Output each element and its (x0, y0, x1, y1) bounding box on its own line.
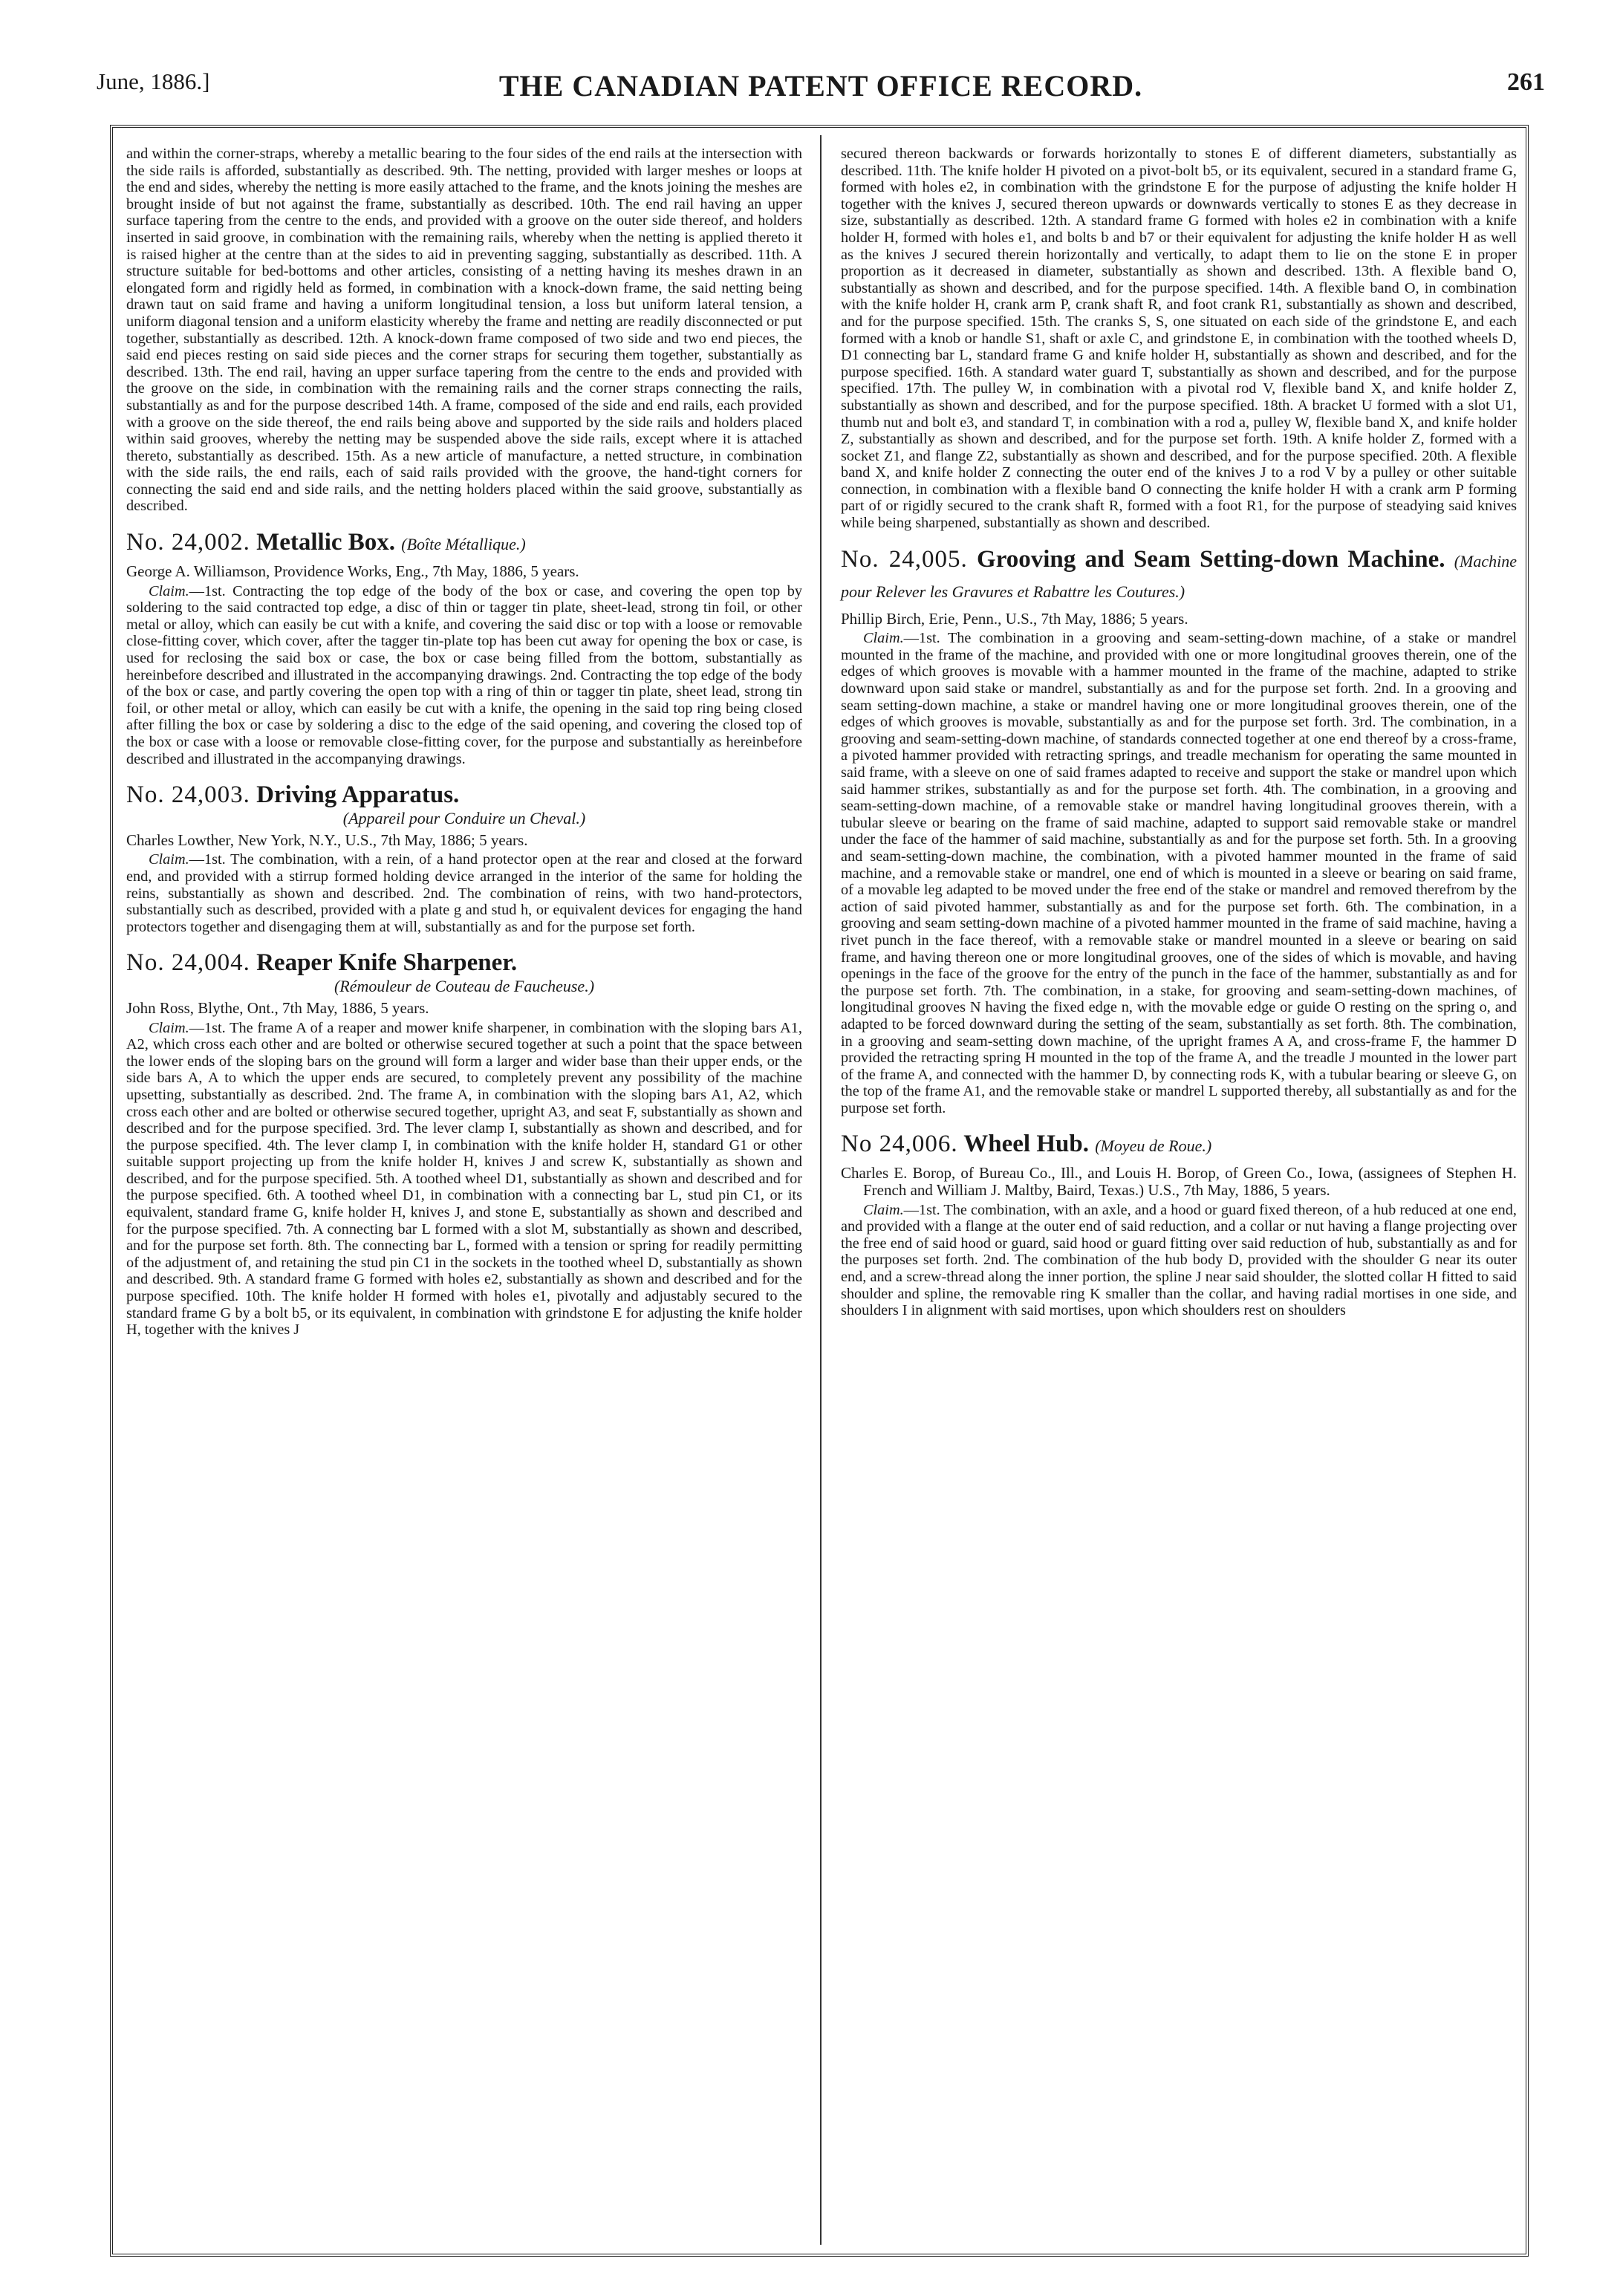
claim-body: —1st. The combination in a grooving and seam-setting-down machine, of a stake or mandrel mounted in the frame of the machine, and provided with one or more longitudinal grooves therein, one of the edges of which grooves is movable with a hammer mounted in the frame of the machine, adapted to strike downward upon said stake or mandrel, substantially as and for the purpose set forth. 2nd. In a grooving and seam setting-down machine, a stake or mandrel having one or more longitudinal grooves therein, one of the edges of which grooves is movable, substantially as and for the purpose set forth. 3rd. The combination, in a grooving and seam-setting-down machine, of standards connected together at one end thereof by a cross-frame, a pivoted hammer provided with retracting springs, and treadle mechanism for operating the same mounted in said frame, with a sleeve on one of said frames adapted to receive and support the stake or mandrel upon which said hammer strikes, substantially as and for the purpose set forth. 4th. The combination, in a grooving and seam-setting-down machine, of a removable stake or mandrel having longitudinal grooves therein, with a tubular sleeve or bearing on the frame of said machine, adapted to support said removable stake or mandrel under the face of the hammer of said machine, substantially as and for the purpose set forth. 5th. In a grooving and seam-setting-down machine, the combination, with a pivoted hammer mounted in the frame of said machine, and a removable stake or mandrel, one end of which is mounted in a sleeve or bearing on said frame, of a movable leg adapted to be moved under the free end of the stake or mandrel and removed therefrom by the action of said pivoted hammer, substantially as and for the purpose set forth. 6th. The combination, in a grooving and seam setting-down machine of a pivoted hammer mounted in the frame of said machine, having a rivet punch in the face thereof, with a removable stake or mandrel mounted in a sleeve or bearing on said frame, and having thereon one or more longitudinal grooves, one of the sides of which is movable, and having openings in the face of the groove for the entry of the punch in the face of the hammer, substantially as and for the purpose set forth. 7th. The combination, in a stake, for grooving and seam-setting-down machines, of longitudinal grooves N having the fixed edge n, with the movable edge or guide O resting on the spring o, and adapted to be forced downward during the setting of the seam, substantially as set forth. 8th. The combination, in a grooving and seam-setting down machine, of the upright frames A A, and cross-frame F, the hammer D provided the retracting spring H mounted in the top of the frame A, and the treadle J mounted in the lower part of the frame A, and connected with the hammer D, by connecting rods K, with a tubular bearing or sleeve G, on the top of the frame A1, and the removable stake or mandrel L supported thereby, all substantially as and for the purpose set forth. (841, 630, 1517, 1116)
claim-label: Claim. (149, 1019, 189, 1036)
entry-heading (841, 545, 1517, 606)
claim-label: Claim. (863, 1201, 904, 1218)
entry-heading (126, 949, 802, 977)
column-divider (820, 135, 822, 2245)
page-frame (110, 125, 1529, 2257)
claim-label: Claim. (149, 851, 189, 868)
entry-heading (841, 1130, 1517, 1160)
patent-title: Reaper Knife Sharpener. (256, 949, 518, 977)
continued-claims: secured thereon backwards or forwards horizontally to stones E of different diameters, substantially as described. 11th. The knife holder H pivoted on a pivot-bolt b5, or its equivalent, secured in a standard frame G, formed with holes e2, in combination with the grindstone E for the purpose of adjusting the knife holder H together with the knives J, secured thereon upwards or downwards vertically to stones E as they decrease in size, substantially as described. 12th. A standard frame G formed with holes e2 in combination with a knife holder H, formed with holes e1, and bolts b and b7 or their equivalent for adjusting the knife holder H as well as the knives J secured therein horizontally and vertically, to adapt them to lie on the stone E in proper proportion as it decreased in diameter, substantially as shown and described. 13th. A flexible band O, substantially as shown and described, and for the purpose specified. 14th. A flexible band O, in combination with the knife holder H, crank arm P, crank shaft R, and foot crank R1, substantially as shown and described, and for the purpose specified. 15th. The cranks S, S, one situated on each side of the grindstone E, and each formed with a knob or handle S1, shaft or axle C, and grindstone E, in combination with the toothed wheels D, D1 connecting bar L, standard frame G and knife holder H, substantially as shown and described, and for the purpose specified. 16th. A standard water guard T, substantially as shown and described, and for the purpose specified. 17th. The pulley W, in combination with a pivotal rod V, flexible band X, and knife holder Z, substantially as shown and described, and for the purpose specified. 18th. A bracket U formed with a slot U1, thumb nut and bolt e3, and standard T, in combination with a rod a, pulley W, flexible band X, and knife holder Z, substantially as shown and described, and for the purpose set forth. 19th. A knife holder Z, formed with a socket Z1, and flange Z2, substantially as shown and described, and for the purpose specified. 20th. A flexible band X, and knife holder Z connecting the outer end of the knives J to a rod V by a pulley or other suitable connection, in combination with a flexible band O connecting the knife holder H with a crank arm P forming part of or rigidly secured to the crank shaft R, formed with a foot R1, for the purpose of steadying said knives while being sharpened, substantially as shown and described. (841, 146, 1517, 532)
patent-entry-24002 (126, 528, 802, 767)
journal-title: THE CANADIAN PATENT OFFICE RECORD. (498, 69, 1143, 103)
patent-entry-24005 (841, 545, 1517, 1117)
claim-body: —1st. Contracting the top edge of the body of the box or case, and covering the open top by soldering to the said contracted top edge, a disc of thin or tagger tin plate, sheet-lead, strong tin foil, or other metal or alloy, which can easily be cut with a knife, and covering the said disc or top with a loose or removable close-fitting cover, which cover, after the tagger tin-plate top has been cut away for opening the box or case, is used for reclosing the said box or case, the box or case being filled from the bottom, substantially as hereinbefore described and illustrated in the accompanying drawings. 2nd. Contracting the top edge of the body of the box or case, and partly covering the open top with a ring of thin or tagger tin plate, sheet lead, strong tin foil, or other metal or alloy, which can easily be cut with a knife, the opening in the said top ring being closed after filling the box or case by soldering a disc to the edge of the said opening, and covering the closed top of the box or case with a loose or removable close-fitting cover, for the purpose and substantially as hereinbefore described and illustrated in the accompanying drawings. (126, 582, 802, 767)
patent-number: No. 24,005. (841, 545, 968, 573)
claim-text (126, 851, 802, 935)
patent-title: Grooving and Seam Setting-down Machine. (977, 545, 1445, 573)
claim-body: —1st. The combination, with an axle, and a hood or guard fixed thereon, of a hub reduced at one end, and provided with a flange at the outer end of said reduction, and a collar or nut having a flange projecting over the free end of said hood or guard, said hood or guard fitting over said reduction of hub, substantially as and for the purposes set forth. 2nd. The combination of the hub body D, provided with the shoulder G near its outer end, and a screw-thread along the inner portion, the spline J near said shoulder, the slotted collar H fitted to said shoulder and spline, the removable ring K smaller than the collar, and having radial mortises in one side, and shoulders I in alignment with said mortises, upon which shoulders rest on shoulders (841, 1201, 1517, 1319)
french-title: (Machine pour Relever les Gravures et Rabattre les Coutures.) (841, 551, 1517, 601)
inventor-line: Phillip Birch, Erie, Penn., U.S., 7th May, 1886; 5 years. (841, 609, 1188, 628)
claim-body: —1st. The combination, with a rein, of a hand protector open at the rear and closed at the forward end, and provided with a stirrup formed holding device arranged in the interior of the same for holding the reins, substantially as shown and described. 2nd. The combination of reins, with two hand-protectors, substantially such as described, provided with a plate g and stud h, or equivalent devices for engaging the hand protectors together and disengaging them at will, substantially as and for the purpose set forth. (126, 851, 802, 935)
claim-text (126, 583, 802, 768)
right-column (841, 146, 1517, 1319)
french-title: (Rémouleur de Couteau de Faucheuse.) (334, 977, 595, 996)
patent-title: Metallic Box. (256, 529, 396, 556)
claim-label: Claim. (149, 582, 189, 599)
claim-label: Claim. (863, 630, 904, 647)
entry-heading (126, 781, 802, 809)
page-header (97, 68, 1545, 113)
patent-number: No. 24,004. (126, 949, 250, 977)
patent-entry-24006 (841, 1130, 1517, 1318)
patent-entry-24003 (126, 781, 802, 935)
patent-number: No 24,006. (841, 1131, 958, 1158)
issue-date: June, 1886.] (97, 68, 210, 94)
page-number: 261 (1507, 68, 1545, 96)
french-title: (Boîte Métallique.) (401, 535, 526, 554)
patent-title: Wheel Hub. (963, 1131, 1089, 1158)
claim-body: —1st. The frame A of a reaper and mower knife sharpener, in combination with the sloping bars A1, A2, which cross each other and are bolted or otherwise secured together at such a point that the space between the lower ends of the sloping bars on the ground will form a larger and wider base than their upper ends, or the side bars A, A to which the upper ends are secured, to completely prevent any possibility of the machine upsetting, substantially as described. 2nd. The frame A, in combination with the sloping bars A1, A2, which cross each other and are bolted or otherwise secured together, upright A3, and seat F, substantially as shown and described and for the purpose specified. 3rd. The lever clamp I, substantially as shown and described, and for the purpose specified. 4th. The lever clamp I, in combination with the knife holder H, standard G1 or other suitable support projecting up from the knife holder H, knives J and screw K, substantially as shown and described, and for the purpose specified. 5th. A toothed wheel D1, substantially as shown and described and for the purpose specified. 6th. A toothed wheel D1, in combination with a connecting bar L, stud pin C1, or its equivalent, standard frame G, knife holder H, knives J, and stone E, substantially as shown and described and for the purpose specified. 7th. A connecting bar L formed with a slot M, substantially as shown and described, and for the purpose set forth. 8th. The connecting bar L, formed with a tension or spring for readily permitting of the adjustment of, and retaining the stud pin C1 in the sockets in the toothed wheel D, substantially as shown and described. 9th. A standard frame G formed with holes e2, substantially as shown and described and for the purpose specified. 10th. The knife holder H formed with holes e1, pivotally and adjustably secured to the standard frame G by a bolt b5, or its equivalent, in combination with grindstone E for adjusting the knife holder H, together with the knives J (126, 1019, 802, 1339)
claim-text (841, 1202, 1517, 1319)
french-title: (Appareil pour Conduire un Cheval.) (342, 809, 586, 828)
patent-number: No. 24,002. (126, 529, 250, 556)
patent-title: Driving Apparatus. (256, 781, 460, 809)
patent-entry-24004 (126, 949, 802, 1338)
left-column (126, 146, 802, 1339)
claim-text (841, 630, 1517, 1116)
inventor-line: George A. Williamson, Providence Works, Eng., 7th May, 1886, 5 years. (126, 562, 579, 581)
continued-claims: and within the corner-straps, whereby a metallic bearing to the four sides of the end rails at the intersection with the side rails is afforded, substantially as described. 9th. The netting, provided with larger meshes or loops at the end and sides, whereby the netting is more easily attached to the frame, and the knots joining the meshes are brought inside of but not against the frame, substantially as described. 10th. The end rail having an upper surface tapering from the centre to the ends, and provided with a groove on the outer side thereof, and holders inserted in said groove, in combination with the remaining rails, whereby when the netting is applied thereto it is raised higher at the centre than at the sides to aid in preventing sagging, substantially as described. 11th. A structure suitable for bed-bottoms and other articles, consisting of a netting having its meshes drawn in an elongated form and rigidly held as formed, in combination with a knock-down frame, the said netting being drawn taut on said frame and having a uniform longitudinal tension, a loss but uniform lateral tension, a uniform diagonal tension and a uniform elasticity whereby the frame and netting are readily disconnected or put together, substantially as described. 12th. A knock-down frame composed of two side and two end pieces, the said end pieces resting on said side pieces and the corner straps for securing them together, substantially as described. 13th. The end rail, having an upper surface tapering from the centre to the ends and provided with the groove on the side, in combination with the remaining rails and the corner straps connecting the rails, substantially as and for the purpose described 14th. A frame, composed of the side and end rails, each provided with a groove on the side thereof, the end rails being above and supported by the side rails and holders placed within said grooves, whereby the netting may be suspended above the side rails, except where it is attached thereto, substantially as described. 15th. As a new article of manufacture, a netted structure, in combination with the side rails, the end rails, each of said rails provided with the groove, the hand-tight corners for connecting the said end and side rails, and the netting holders placed within the said groove, substantially as described. (126, 146, 802, 515)
patent-number: No. 24,003. (126, 781, 250, 809)
claim-text (126, 1020, 802, 1339)
entry-heading (126, 528, 802, 559)
inventor-line: John Ross, Blythe, Ont., 7th May, 1886, 5 years. (126, 998, 429, 1017)
inventor-line: Charles E. Borop, of Bureau Co., Ill., and Louis H. Borop, of Green Co., Iowa, (assignees of Stephen H. French and William J. Maltby, Baird, Texas.) U.S., 7th May, 1886, 5 years. (841, 1164, 1517, 1200)
french-title: (Moyeu de Roue.) (1095, 1136, 1212, 1156)
inventor-line: Charles Lowther, New York, N.Y., U.S., 7th May, 1886; 5 years. (126, 830, 528, 849)
